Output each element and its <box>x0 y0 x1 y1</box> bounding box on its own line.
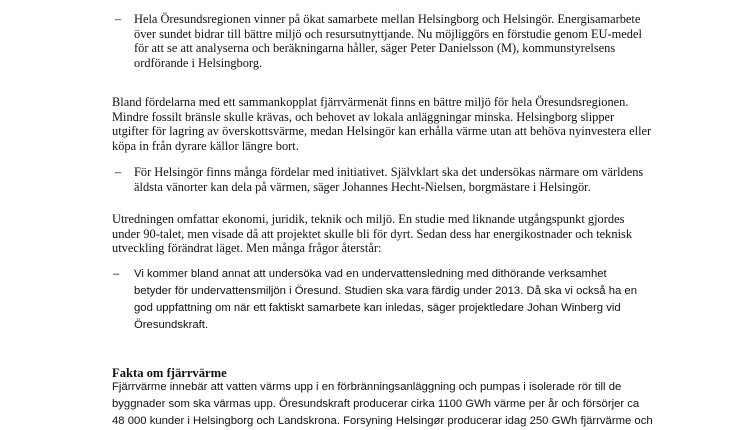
quote-dash: – <box>115 165 122 179</box>
text-line: över sundet bidrar till bättre miljö och resursutnyttjande. Nu möjliggörs en förstudie genom EU-medel <box>134 26 642 41</box>
quote-paragraph <box>134 12 642 70</box>
text-line: utgifter för lagring av överskottsvärme, medan Helsingör kan erhålla värme utan att behöva nyinvestera eller <box>112 124 652 139</box>
quote-dash: – <box>115 12 122 26</box>
text-line: Fjärrvärme innebär att vatten värms upp i en förbränningsanläggning och pumpas i isolerade rör till de <box>112 381 622 393</box>
facts-heading: Fakta om fjärrvärme <box>112 366 227 380</box>
quote-paragraph <box>134 266 637 334</box>
text-line: god uppfattning om när ett faktiskt samarbete kan inledas, säger projektledare Johan Winberg vid <box>134 302 621 314</box>
text-line: ordförande i Helsingborg. <box>134 55 263 70</box>
body-paragraph <box>112 212 632 256</box>
text-line: Vi kommer bland annat att undersöka vad en undervattensledning med dithörande verksamhet <box>134 268 607 280</box>
text-line: för att se att analyserna och beräkningarna håller, säger Peter Danielsson (M), kommunstyrelsens <box>134 41 616 56</box>
text-line: 48 000 kunder i Helsingborg och Landskrona. Forsyning Helsingør producerar idag 250 GWh fjärrvärme och <box>112 415 653 427</box>
text-line: Mindre fossilt bränsle skulle krävas, och behovet av lokala anläggningar minska. Helsingborg slipper <box>112 109 615 124</box>
text-line: Öresundskraft. <box>134 319 209 331</box>
text-line: äldsta vänorter kan dela på värmen, säger Johannes Hecht-Nielsen, borgmästare i Helsingör. <box>134 179 591 194</box>
text-line: Hela Öresundsregionen vinner på ökat samarbete mellan Helsingborg och Helsingör. Energisamarbete <box>134 12 641 26</box>
text-line: För Helsingör finns många fördelar med initiativet. Självklart ska det undersökas närmare om världens <box>134 165 644 179</box>
quote-paragraph <box>134 165 643 194</box>
text-line: under 90-talet, men visade då att projektet skulle bli för dyrt. Sedan dess har energikostnader och teknisk <box>112 226 633 241</box>
text-line: Bland fördelarna med ett sammankopplat fjärrvärmenät finns en bättre miljö för hela Öresundsregionen. <box>112 95 629 109</box>
quote-dash: – <box>113 268 120 280</box>
text-line: Utredningen omfattar ekonomi, juridik, teknik och miljö. En studie med liknande utgångspunkt gjordes <box>112 212 625 226</box>
body-paragraph <box>112 95 651 153</box>
text-line: utveckling förändrat läget. Men många frågor återstår: <box>112 241 382 256</box>
facts-paragraph <box>112 379 653 430</box>
text-line: betyder för undervattensmiljön i Öresund. Studien ska vara färdig under 2013. Då ska vi också ha en <box>134 285 637 297</box>
text-line: byggnader som ska värmas upp. Öresundskraft producerar cirka 1100 GWh värme per år och försörjer ca <box>112 398 640 410</box>
text-line: köpa in från dyrare källor längre bort. <box>112 138 299 153</box>
